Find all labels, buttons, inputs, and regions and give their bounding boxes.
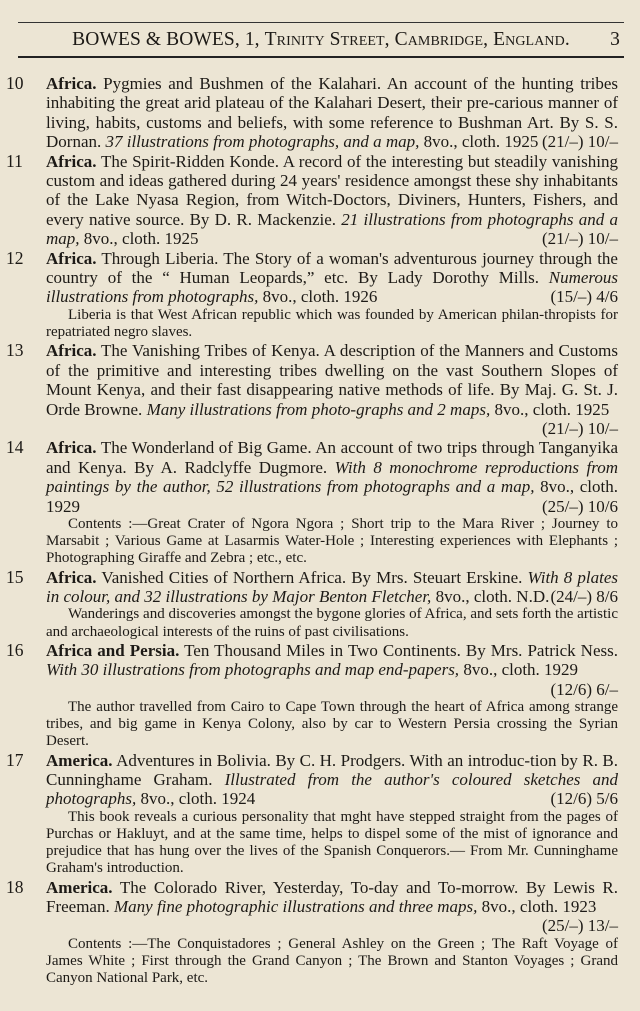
catalogue-entry bbox=[6, 341, 618, 438]
entry-price: (24/–) 8/6 bbox=[550, 586, 618, 606]
entry-format: 8vo., cloth. 1929 bbox=[463, 660, 579, 680]
entry-format: 8vo., cloth. 1929 bbox=[46, 477, 618, 516]
entry-note: This book reveals a curious personality that mght have stepped straight from the pages of Purchas or Hakluyt, and at the same time, helps to dispel some of the mist of ignorance and prejudice that has hung over the lives of the Spanish Conquerors.— From Mr. Cunninghame Graham's introduction. bbox=[46, 808, 618, 877]
entry-number: 11 bbox=[6, 150, 23, 171]
page-number: 3 bbox=[610, 29, 620, 50]
entry-title: Africa. bbox=[46, 341, 97, 361]
entry-price: (21/–) 10/– bbox=[541, 418, 618, 438]
entry-illustrations: With 30 illustrations from photographs and map end-papers, bbox=[46, 660, 460, 680]
entry-price: (12/6) 5/6 bbox=[550, 789, 618, 809]
entry-number: 12 bbox=[6, 247, 24, 268]
entry-description bbox=[46, 640, 618, 699]
entry-format: 8vo., cloth. 1925 bbox=[83, 229, 199, 249]
entry-price: (12/6) 6/– bbox=[550, 679, 618, 699]
entry-number: 16 bbox=[6, 639, 24, 660]
catalogue-entry bbox=[6, 74, 618, 152]
entry-number: 14 bbox=[6, 437, 24, 458]
entry-illustrations: Many illustrations from photo-graphs and 2 maps, bbox=[146, 399, 491, 419]
entry-illustrations: Illustrated from the author's coloured sketches and photographs, bbox=[46, 770, 618, 809]
entry-price: (25/–) 13/– bbox=[541, 916, 618, 936]
entry-number: 15 bbox=[6, 566, 24, 587]
catalogue-entry bbox=[6, 152, 618, 249]
header-rule-top bbox=[18, 22, 624, 23]
entry-format: 8vo., cloth. 1923 bbox=[481, 897, 597, 917]
entry-title: Africa. bbox=[46, 151, 97, 171]
entry-note: Liberia is that West African republic which was founded by American philan-thropists for repatriated negro slaves. bbox=[46, 306, 618, 341]
entry-description bbox=[46, 74, 618, 152]
header-rule-bottom bbox=[18, 56, 624, 58]
catalogue-entry bbox=[6, 438, 618, 567]
entry-note: Wanderings and discoveries amongst the bygone glories of Africa, and sets forth the artistic and archaeological interests of the ruins of past civilisations. bbox=[46, 606, 618, 640]
entry-note: Contents :—The Conquistadores ; General Ashley on the Green ; The Raft Voyage of James White ; First through the Grand Canyon ; The Brown and Stanton Voyages ; Grand Canyon National Park, etc. bbox=[46, 935, 618, 987]
entry-format: 8vo., cloth. 1926 bbox=[262, 287, 378, 307]
entry-illustrations: 21 illustrations from photographs and a map, bbox=[46, 209, 618, 249]
catalogue-entry bbox=[6, 641, 618, 751]
entry-description bbox=[46, 438, 618, 516]
entry-number: 17 bbox=[6, 749, 24, 770]
entry-text: The Wonderland of Big Game. An account of two trips through Tanganyika and Kenya. By A. Radclyffe Dugmore. bbox=[46, 438, 618, 477]
entry-price: (21/–) 10/– bbox=[541, 132, 618, 152]
entry-number: 10 bbox=[6, 73, 24, 93]
entry-title: Africa and Persia. bbox=[46, 640, 180, 660]
entry-description bbox=[46, 877, 618, 936]
entry-format: 8vo., cloth. 1925 bbox=[423, 132, 539, 152]
entry-illustrations: With 8 plates in colour, and 32 illustrations by Major Benton Fletcher, bbox=[46, 567, 619, 606]
entry-format: 8vo., cloth. 1924 bbox=[140, 789, 256, 809]
entry-text: Ten Thousand Miles in Two Continents. By Mrs. Patrick Ness. bbox=[184, 640, 618, 660]
entry-text: The Colorado River, Yesterday, To-day and To-morrow. By Lewis R. Freeman. bbox=[46, 877, 618, 917]
entry-text: The Vanishing Tribes of Kenya. A description of the Manners and Customs of the primitive and interesting tribes dwelling on the vast Southern Slopes of Mount Kenya, and their fast disappearing native methods of life. By Maj. G. St. J. Orde Browne. bbox=[46, 341, 618, 419]
entry-text: Adventures in Bolivia. By C. H. Prodgers. With an introduc-tion by R. B. Cunninghame Graham. bbox=[46, 750, 618, 789]
page-header bbox=[14, 28, 628, 52]
entry-number: 18 bbox=[6, 876, 24, 897]
entry-title: America. bbox=[46, 877, 113, 897]
entry-title: Africa. bbox=[46, 438, 97, 458]
entry-illustrations: With 8 monochrome reproductions from paintings by the author, 52 illustrations from photographs and a map, bbox=[46, 457, 619, 497]
entry-title: Africa. bbox=[46, 567, 97, 587]
entry-price: (25/–) 10/6 bbox=[541, 496, 618, 516]
catalogue-entries bbox=[6, 74, 618, 987]
entry-title: America. bbox=[46, 750, 113, 770]
entry-illustrations: Many fine photographic illustrations and three maps, bbox=[113, 897, 478, 917]
entry-text: The Spirit-Ridden Konde. A record of the interesting but steadily vanishing custom and ideas gathered during 24 years' residence amongst these shy inhabitants of the Lake Nyasa Region, from Witch-Doctors, Diviners, Hunters, Fishers, and every native source. By D. R. Mackenzie. bbox=[46, 151, 618, 229]
catalogue-entry bbox=[6, 751, 618, 878]
catalogue-entry bbox=[6, 249, 618, 342]
header-address: Trinity Street, Cambridge, England. bbox=[264, 29, 570, 50]
header-publisher: BOWES & BOWES, 1, bbox=[72, 29, 260, 50]
entry-note: The author travelled from Cairo to Cape Town through the heart of Africa among strange tribes, and big game in Kenya Colony, also by car to Western Persia crossing the Syrian Desert. bbox=[46, 698, 618, 750]
entry-description bbox=[46, 568, 618, 607]
entry-price: (15/–) 4/6 bbox=[550, 287, 618, 307]
entry-description bbox=[46, 152, 618, 249]
entry-illustrations: Numerous illustrations from photographs, bbox=[46, 268, 618, 307]
entry-description bbox=[46, 751, 618, 809]
entry-illustrations: 37 illustrations from photographs, and a map, bbox=[105, 132, 420, 152]
entry-price: (21/–) 10/– bbox=[541, 229, 618, 249]
entry-format: 8vo., cloth. 1925 bbox=[494, 399, 610, 419]
entry-description bbox=[46, 341, 618, 438]
entry-text: Through Liberia. The Story of a woman's adventurous journey through the country of the “ Human Leopards,” etc. By Lady Dorothy Mills. bbox=[46, 248, 618, 288]
entry-title: Africa. bbox=[46, 248, 97, 268]
entry-description bbox=[46, 249, 618, 307]
catalogue-entry bbox=[6, 568, 618, 641]
catalogue-entry bbox=[6, 878, 618, 988]
entry-title: Africa. bbox=[46, 74, 97, 93]
entry-text: Pygmies and Bushmen of the Kalahari. An account of the hunting tribes inhabiting the great arid plateau of the Kalahari Desert, their pre-carious manner of living, habits, customs and beliefs, with some reference to Bushman Art. By S. S. Dornan. bbox=[46, 74, 618, 152]
entry-text: Vanished Cities of Northern Africa. By Mrs. Steuart Erskine. bbox=[101, 567, 523, 587]
entry-note: Contents :—Great Crater of Ngora Ngora ; Short trip to the Mara River ; Journey to Marsabit ; Various Game at Lasarmis Water-Hole ; Interesting experiences with Elephants ; Photographing Giraffe and Zebra ; etc., etc. bbox=[46, 515, 618, 567]
entry-format: 8vo., cloth. N.D. bbox=[435, 586, 550, 606]
entry-number: 13 bbox=[6, 340, 24, 361]
